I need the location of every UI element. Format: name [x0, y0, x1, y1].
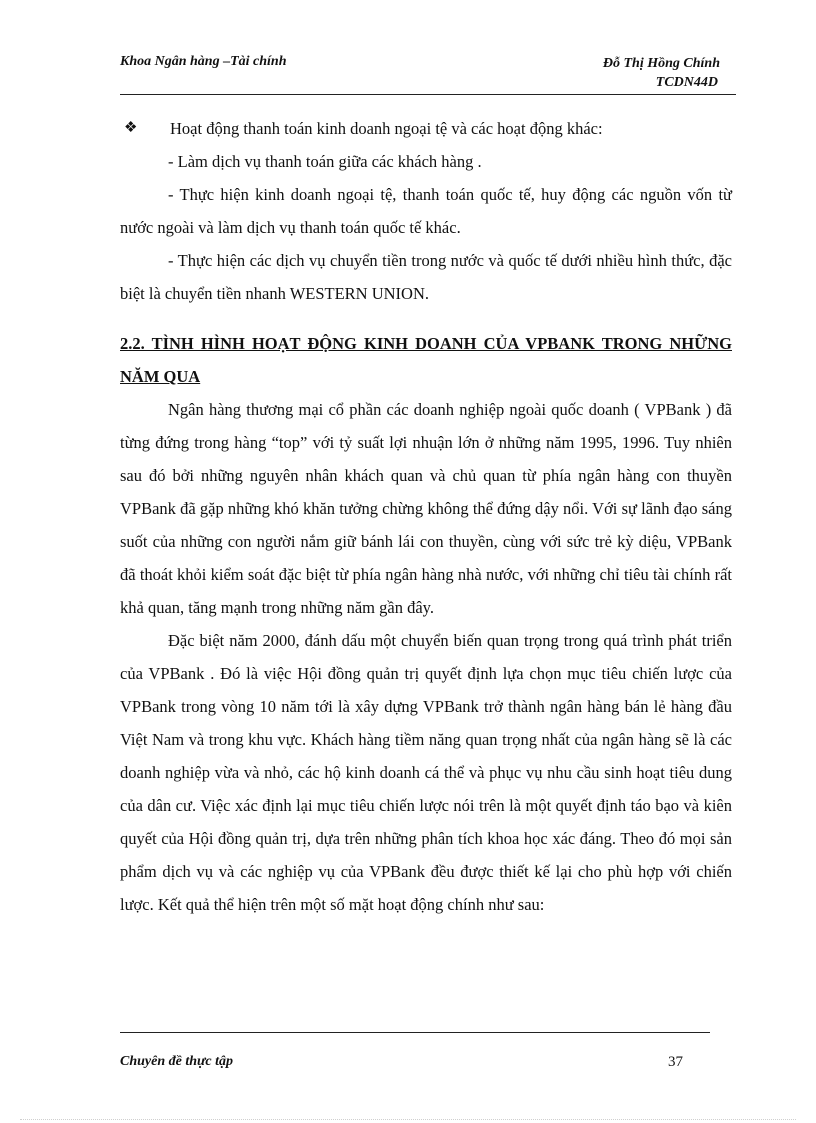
footer-divider	[120, 1032, 710, 1033]
page-number: 37	[668, 1054, 683, 1070]
list-item: - Làm dịch vụ thanh toán giữa các khách hàng .	[168, 152, 482, 171]
footer-title: Chuyên đề thực tập	[120, 1054, 234, 1069]
spacer	[120, 310, 732, 327]
header-divider	[120, 94, 736, 95]
section-heading: 2.2. TÌNH HÌNH HOẠT ĐỘNG KINH DOANH CỦA VPBANK TRONG NHỮNG NĂM QUA	[120, 334, 732, 386]
bullet-heading	[120, 112, 732, 145]
header-author	[520, 54, 720, 92]
paragraph: Ngân hàng thương mại cổ phần các doanh nghiệp ngoài quốc doanh ( VPBank ) đã từng đứng trong hàng “top” với tỷ suất lợi nhuận lớn ở những năm 1995, 1996. Tuy nhiên sau đó bởi những nguyên nhân khách quan và chủ quan từ phía ngân hàng con thuyền VPBank đã gặp những khó khăn tưởng chừng không thể đứng dậy nổi. Với sự lãnh đạo sáng suốt của những con người nắm giữ bánh lái con thuyền, cùng với sức trẻ kỳ diệu, VPBank đã thoát khỏi kiểm soát đặc biệt từ phía ngân hàng nhà nước, với những chỉ tiêu tài chính rất khả quan, tăng mạnh trong những năm gần đây.	[120, 400, 732, 617]
list-item: - Thực hiện các dịch vụ chuyển tiền trong nước và quốc tế dưới nhiều hình thức, đặc biệt là chuyển tiền nhanh WESTERN UNION.	[120, 251, 732, 303]
bullet-heading-text: Hoạt động thanh toán kinh doanh ngoại tệ và các hoạt động khác:	[170, 119, 603, 138]
header-author-name: Đỗ Thị Hồng Chính	[602, 56, 720, 71]
body-text	[120, 112, 732, 921]
page-edge-marker	[20, 1119, 796, 1120]
diamond-bullet-icon: ❖	[124, 120, 138, 136]
paragraph: Đặc biệt năm 2000, đánh dấu một chuyển biến quan trọng trong quá trình phát triển của VPBank . Đó là việc Hội đồng quản trị quyết định lựa chọn mục tiêu chiến lược của VPBank trong vòng 10 năm tới là xây dựng VPBank trở thành ngân hàng bán lẻ hàng đầu Việt Nam và trong khu vực. Khách hàng tiềm năng quan trọng nhất của ngân hàng sẽ là các doanh nghiệp vừa và nhỏ, các hộ kinh doanh cá thể và phục vụ nhu cầu sinh hoạt tiêu dung của dân cư. Việc xác định lại mục tiêu chiến lược nói trên là một quyết định táo bạo và kiên quyết của Hội đồng quản trị, dựa trên những phân tích khoa học xác đáng. Theo đó mọi sản phẩm dịch vụ và các nghiệp vụ của VPBank đều được thiết kế lại cho phù hợp với chiến lược. Kết quả thể hiện trên một số mặt hoạt động chính như sau:	[120, 631, 732, 914]
header-faculty: Khoa Ngân hàng –Tài chính	[120, 54, 287, 69]
header-author-class: TCDN44D	[655, 75, 718, 90]
list-item: - Thực hiện kinh doanh ngoại tệ, thanh toán quốc tế, huy động các nguồn vốn từ nước ngoài và làm dịch vụ thanh toán quốc tế khác.	[120, 185, 732, 237]
